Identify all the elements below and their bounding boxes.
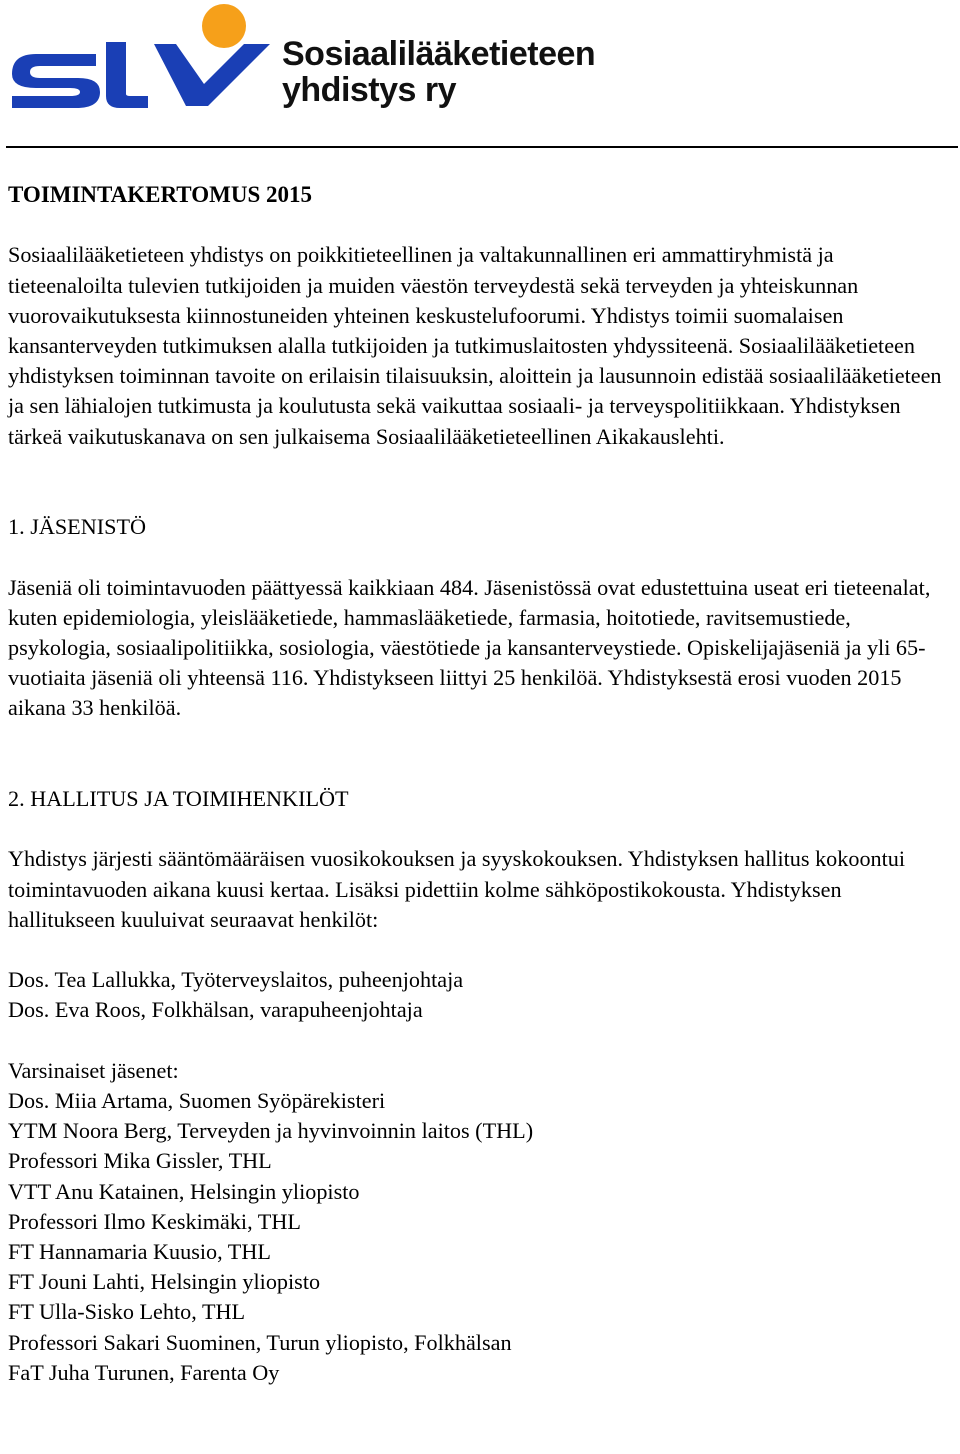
section2-paragraph: Yhdistys järjesti sääntömääräisen vuosikokouksen ja syyskokouksen. Yhdistyksen hallitus kokoontui toimintavuoden aikana kuusi kertaa. Lisäksi pidettiin kolme sähköpostikokousta. Yhdistyksen hallitukseen kuuluivat seuraavat henkilöt: (8, 846, 906, 932)
chair-item: Dos. Eva Roos, Folkhälsan, varapuheenjohtaja (8, 997, 423, 1023)
spacer (8, 1026, 953, 1056)
member-item: Professori Sakari Suominen, Turun yliopisto, Folkhälsan (8, 1329, 512, 1355)
logo-line2: yhdistys ry (282, 71, 457, 109)
logo-icon (8, 2, 280, 112)
spacer (8, 452, 953, 512)
spacer (8, 210, 953, 240)
spacer (8, 542, 953, 572)
document-body (8, 180, 953, 1388)
member-item: FaT Juha Turunen, Farenta Oy (8, 1359, 280, 1385)
section1-heading: 1. JÄSENISTÖ (8, 514, 147, 540)
section1-paragraph: Jäseniä oli toimintavuoden päättyessä kaikkiaan 484. Jäsenistössä ovat edustettuina useat eri tieteenalat, kuten epidemiologia, yleislääketiede, hammaslääketiede, farmasia, hoitotiede, ravitsemustiede, psykologia, sosiaalipolitiikka, sosiologia, väestötiede ja kansanterveystiede. Opiskelijajäseniä ja yli 65-vuotiaita jäseniä oli yhteensä 116. Yhdistykseen liittyi 25 henkilöä. Yhdistyksestä erosi vuoden 2015 aikana 33 henkilöä. (8, 574, 931, 721)
spacer (8, 935, 953, 965)
intro-paragraph: Sosiaalilääketieteen yhdistys on poikkitieteellinen ja valtakunnallinen eri ammattiryhmistä ja tieteenaloilta tulevien tutkijoiden ja muiden väestön terveydestä sekä terveyden ja yhteiskunnan vuorovaikutuksesta kiinnostuneiden yhteinen keskustelufoorumi. Yhdistys toimii suomalaisen kansanterveyden tutkimuksen alalla tutkijoiden ja tutkimuslaitosten yhdyssiteenä. Sosiaalilääketieteen yhdistyksen toiminnan tavoite on erilaisin tilaisuuksin, aloittein ja lausunnoin edistää sosiaalilääketieteen ja sen lähialojen tutkimusta ja koulutusta sekä vaikuttaa sosiaali- ja terveyspolitiikkaan. Yhdistyksen tärkeä vaikutuskanava on sen julkaisema Sosiaalilääketieteellinen Aikakauslehti. (8, 242, 942, 449)
chair-item: Dos. Tea Lallukka, Työterveyslaitos, puheenjohtaja (8, 967, 464, 993)
logo-wordmark (282, 36, 595, 108)
member-item: Dos. Miia Artama, Suomen Syöpärekisteri (8, 1087, 386, 1113)
chairs-list (8, 965, 953, 1025)
members-list (8, 1086, 953, 1388)
spacer (8, 724, 953, 784)
spacer (8, 814, 953, 844)
member-item: FT Jouni Lahti, Helsingin yliopisto (8, 1269, 321, 1295)
header (0, 0, 960, 150)
member-item: YTM Noora Berg, Terveyden ja hyvinvoinnin laitos (THL) (8, 1118, 534, 1144)
member-item: Professori Mika Gissler, THL (8, 1148, 272, 1174)
member-item: FT Hannamaria Kuusio, THL (8, 1239, 271, 1264)
member-item: Professori Ilmo Keskimäki, THL (8, 1208, 301, 1234)
member-item: FT Ulla-Sisko Lehto, THL (8, 1299, 246, 1325)
header-divider (6, 146, 958, 148)
document-title: TOIMINTAKERTOMUS 2015 (8, 182, 312, 207)
member-item: VTT Anu Katainen, Helsingin yliopisto (8, 1178, 360, 1204)
logo-line1: Sosiaalilääketieteen (282, 35, 596, 73)
section2-heading: 2. HALLITUS JA TOIMIHENKILÖT (8, 786, 349, 811)
members-label: Varsinaiset jäsenet: (8, 1057, 179, 1083)
